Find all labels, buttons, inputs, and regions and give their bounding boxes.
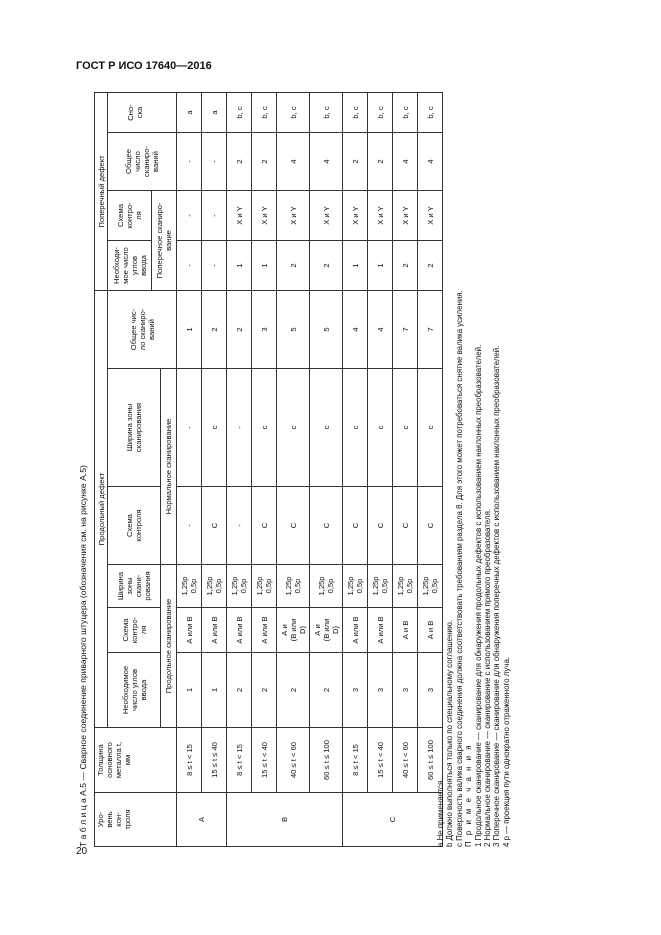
- cell-scheme: А или В: [227, 607, 252, 652]
- header-total-transverse: Общее число сканиро- ваний: [108, 132, 177, 190]
- note-4: 4 p — проекция пути однократно отраженного луча.: [501, 656, 511, 847]
- cell-scheme: А и В: [418, 607, 443, 652]
- header-normal-scanning: Нормальное сканирование: [161, 368, 177, 564]
- cell-total: 2: [202, 290, 227, 368]
- cell-transverse-total: -: [202, 132, 227, 190]
- cell-thickness: 60 ≤ t ≤ 100: [310, 727, 343, 792]
- cell-width: 1,25p 0,5p: [310, 564, 343, 607]
- cell-transverse-angles: -: [202, 240, 227, 290]
- cell-thickness: 60 ≤ t ≤ 100: [418, 727, 443, 792]
- cell-transverse-scheme: X и Y: [368, 190, 393, 240]
- cell-transverse-total: 4: [310, 132, 343, 190]
- header-thickness: Толщина основного металла t, мм: [94, 727, 177, 792]
- cell-total: 2: [227, 290, 252, 368]
- cell-normal-width: с: [393, 368, 418, 486]
- cell-thickness: 15 ≤ t < 40: [252, 727, 277, 792]
- cell-scheme: А или В: [202, 607, 227, 652]
- cell-normal-width: с: [277, 368, 310, 486]
- cell-total: 7: [418, 290, 443, 368]
- cell-width: 1,25p 0,5p: [343, 564, 368, 607]
- cell-angles: 3: [393, 652, 418, 727]
- cell-transverse-total: 4: [277, 132, 310, 190]
- cell-transverse-angles: 2: [418, 240, 443, 290]
- cell-width: 1,25p 0,5p: [277, 564, 310, 607]
- cell-angles: 1: [177, 652, 202, 727]
- cell-normal-scheme: -: [177, 486, 202, 564]
- footnote-a: a Не применяется.: [436, 778, 445, 847]
- header-scan-scheme: Схема контро- ля: [108, 607, 161, 652]
- cell-width: 1,25p 0,5p: [202, 564, 227, 607]
- cell-normal-scheme: С: [277, 486, 310, 564]
- notes-title: П р и м е ч а н и я: [464, 743, 474, 847]
- cell-thickness: 40 ≤ t < 60: [393, 727, 418, 792]
- header-longitudinal: Продольный дефект: [94, 290, 108, 727]
- cell-angles: 2: [277, 652, 310, 727]
- cell-thickness: 15 ≤ t < 40: [368, 727, 393, 792]
- cell-width: 1,25p 0,5p: [252, 564, 277, 607]
- cell-transverse-angles: 2: [310, 240, 343, 290]
- cell-scheme: А или В: [343, 607, 368, 652]
- cell-width: 1,25p 0,5p: [418, 564, 443, 607]
- cell-transverse-scheme: X и Y: [310, 190, 343, 240]
- cell-scheme: А или В: [177, 607, 202, 652]
- level-group-a: А: [177, 792, 227, 847]
- header-scan-width: Ширина зоны скани- рования: [108, 564, 161, 607]
- cell-footnote: b, c: [277, 92, 310, 132]
- cell-normal-width: с: [252, 368, 277, 486]
- cell-normal-width: с: [202, 368, 227, 486]
- cell-transverse-total: 2: [227, 132, 252, 190]
- cell-total: 4: [343, 290, 368, 368]
- header-total-longitudinal: Общее чис- ло сканиро- ваний: [108, 290, 177, 368]
- cell-total: 7: [393, 290, 418, 368]
- cell-normal-scheme: С: [418, 486, 443, 564]
- rotated-table-area: [78, 86, 511, 847]
- cell-normal-width: с: [310, 368, 343, 486]
- cell-transverse-scheme: X и Y: [418, 190, 443, 240]
- level-group-c: С: [343, 792, 443, 847]
- cell-normal-width: с: [368, 368, 393, 486]
- inspection-table: [94, 92, 514, 847]
- note-1: 1 Продольное сканирование — сканирование для обнаружения продольных дефектов с использованием наклонных преобразователей.: [473, 344, 483, 847]
- cell-transverse-scheme: X и Y: [343, 190, 368, 240]
- cell-scheme: А или В: [252, 607, 277, 652]
- cell-footnote: b, c: [368, 92, 393, 132]
- header-scheme-transverse: Схема контро- ля: [108, 190, 152, 240]
- header-level: Уро- вень кон- троля: [94, 792, 177, 847]
- cell-normal-scheme: С: [368, 486, 393, 564]
- cell-thickness: 8 ≤ t < 15: [177, 727, 202, 792]
- cell-width: 1,25p 0,5p: [177, 564, 202, 607]
- cell-transverse-total: 2: [343, 132, 368, 190]
- cell-scheme: А или В: [368, 607, 393, 652]
- cell-thickness: 8 ≤ t < 15: [227, 727, 252, 792]
- cell-thickness: 8 ≤ t < 15: [343, 727, 368, 792]
- cell-transverse-angles: 1: [252, 240, 277, 290]
- cell-transverse-angles: -: [177, 240, 202, 290]
- cell-transverse-scheme: -: [202, 190, 227, 240]
- cell-normal-scheme: С: [343, 486, 368, 564]
- cell-footnote: a: [202, 92, 227, 132]
- document-header: ГОСТ Р ИСО 17640—2016: [76, 60, 212, 72]
- cell-angles: 2: [310, 652, 343, 727]
- cell-total: 1: [177, 290, 202, 368]
- cell-footnote: b, c: [310, 92, 343, 132]
- cell-transverse-scheme: X и Y: [252, 190, 277, 240]
- header-transverse: Поперечный дефект: [94, 92, 108, 290]
- header-normal-width: Ширина зоны сканирования: [108, 368, 161, 486]
- header-transverse-scanning: Поперечное сканиро- вание: [152, 190, 177, 290]
- footnote-c: c Поверхность валика сварного соединения должна соответствовать требованиям раздела 8. Для этого может потребоваться снятие валика усиления.: [454, 290, 464, 847]
- table-caption: Т а б л и ц а А.5 — Сварное соединение приварного штуцера (обозначения см. на рисунке А.5): [78, 465, 88, 847]
- cell-total: 3: [252, 290, 277, 368]
- cell-total: 5: [277, 290, 310, 368]
- cell-footnote: b, c: [393, 92, 418, 132]
- header-normal-scheme: Схема контроля: [108, 486, 161, 564]
- footnote-b: b Должно выполняться только по специальному соглашению.: [445, 620, 455, 847]
- cell-width: 1,25p 0,5p: [227, 564, 252, 607]
- cell-footnote: b, c: [418, 92, 443, 132]
- cell-transverse-angles: 2: [277, 240, 310, 290]
- cell-transverse-angles: 2: [393, 240, 418, 290]
- header-required-angles: Необходимое число углов ввода: [108, 652, 161, 727]
- level-group-b: В: [227, 792, 343, 847]
- cell-width: 1,25p 0,5p: [393, 564, 418, 607]
- cell-normal-width: с: [343, 368, 368, 486]
- cell-angles: 3: [368, 652, 393, 727]
- cell-transverse-scheme: X и Y: [277, 190, 310, 240]
- cell-footnote: a: [177, 92, 202, 132]
- cell-transverse-angles: 1: [227, 240, 252, 290]
- cell-transverse-angles: 1: [343, 240, 368, 290]
- cell-normal-scheme: С: [310, 486, 343, 564]
- cell-footnote: b, c: [227, 92, 252, 132]
- cell-transverse-total: 4: [418, 132, 443, 190]
- cell-transverse-angles: 1: [368, 240, 393, 290]
- cell-transverse-scheme: X и Y: [393, 190, 418, 240]
- cell-footnote: b, c: [343, 92, 368, 132]
- cell-transverse-total: 2: [252, 132, 277, 190]
- cell-angles: 1: [202, 652, 227, 727]
- cell-scheme: А и В: [393, 607, 418, 652]
- cell-transverse-scheme: X и Y: [227, 190, 252, 240]
- page-number: 20: [76, 846, 88, 857]
- header-longitudinal-scanning: Продольное сканирование: [161, 564, 177, 727]
- cell-transverse-total: -: [177, 132, 202, 190]
- cell-normal-scheme: С: [202, 486, 227, 564]
- header-required-angles-transverse: Необходи- мое число углов ввода: [108, 240, 152, 290]
- cell-scheme: А и (В или D): [277, 607, 310, 652]
- cell-normal-width: -: [227, 368, 252, 486]
- note-3: 3 Поперечное сканирование — сканирование для обнаружения поперечных дефектов с использованием наклонных преобразователей.: [492, 345, 502, 847]
- cell-transverse-scheme: -: [177, 190, 202, 240]
- cell-footnote: b, c: [252, 92, 277, 132]
- cell-total: 5: [310, 290, 343, 368]
- cell-total: 4: [368, 290, 393, 368]
- header-footnote: Сно- ска: [94, 92, 177, 132]
- cell-thickness: 40 ≤ t < 60: [277, 727, 310, 792]
- cell-transverse-total: 4: [393, 132, 418, 190]
- cell-width: 1,25p 0,5p: [368, 564, 393, 607]
- cell-angles: 3: [418, 652, 443, 727]
- note-2: 2 Нормальное сканирование — сканирование с использованием прямого преобразователя.: [483, 508, 493, 847]
- cell-angles: 3: [343, 652, 368, 727]
- cell-normal-width: -: [177, 368, 202, 486]
- cell-angles: 2: [227, 652, 252, 727]
- cell-normal-width: с: [418, 368, 443, 486]
- cell-scheme: А и (В или D): [310, 607, 343, 652]
- cell-transverse-total: 2: [368, 132, 393, 190]
- cell-angles: 2: [252, 652, 277, 727]
- cell-normal-scheme: С: [252, 486, 277, 564]
- table-notes: [436, 92, 511, 847]
- cell-thickness: 15 ≤ t ≤ 40: [202, 727, 227, 792]
- cell-normal-scheme: -: [227, 486, 252, 564]
- cell-normal-scheme: С: [393, 486, 418, 564]
